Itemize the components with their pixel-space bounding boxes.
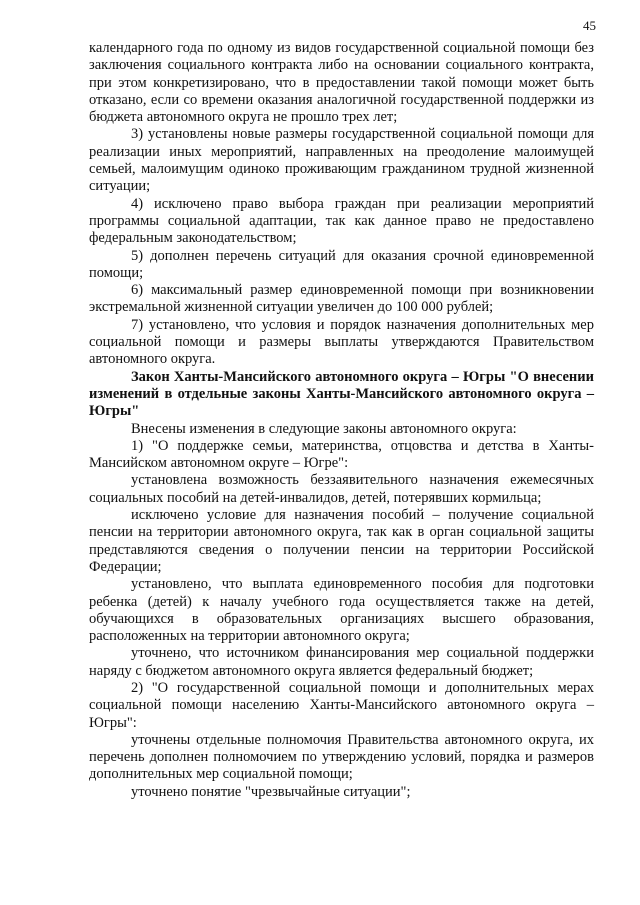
document-body [89, 40, 594, 801]
law-title: Закон Ханты-Мансийского автономного округа – Югры "О внесении изменений в отдельные законы Ханты-Мансийского автономного округа – Югры" [89, 368, 594, 420]
law-paragraph: установлена возможность беззаявительного назначения ежемесячных социальных пособий на детей-инвалидов, детей, потерявших кормильца; [89, 472, 594, 506]
list-item-5: 5) дополнен перечень ситуаций для оказания срочной единовременной помощи; [89, 247, 594, 281]
paragraph-continuation: календарного года по одному из видов государственной социальной помощи без заключения социального контракта либо на основании социального контракта, при этом конкретизировано, что в предоставлении такой помощи может быть отказано, если со времени оказания аналогичной государственной поддержки из бюджета автономного округа не прошло трех лет; [89, 40, 594, 126]
page-number: 45 [583, 18, 596, 33]
law-item-1: 1) "О поддержке семьи, материнства, отцовства и детства в Ханты-Мансийском автономном округе – Югре": [89, 437, 594, 472]
law-paragraph: Внесены изменения в следующие законы автономного округа: [131, 420, 517, 437]
list-item-4: 4) исключено право выбора граждан при реализации мероприятий программы социальной адаптации, так как данное право не предоставлено федеральным законодательством; [89, 195, 594, 247]
law-paragraph: установлено, что выплата единовременного пособия для подготовки ребенка (детей) к началу учебного года осуществляется также на детей, обучающихся в образовательных организациях высшего образования, расположенных на территории автономного округа; [89, 576, 594, 645]
list-item-6: 6) максимальный размер единовременной помощи при возникновении экстремальной жизненной ситуации увеличен до 100 000 рублей; [89, 282, 594, 316]
law-item-2: 2) "О государственной социальной помощи и дополнительных мерах социальной помощи населению Ханты-Мансийского автономного округа – Югры": [89, 679, 594, 731]
list-item-3: 3) установлены новые размеры государственной социальной помощи для реализации иных мероприятий, направленных на преодоление малоимущей семьей, малоимущим одиноко проживающим гражданином трудной жизненной ситуации; [89, 126, 594, 195]
law-paragraph: уточнено понятие "чрезвычайные ситуации"; [131, 783, 411, 800]
list-item-7: 7) установлено, что условия и порядок назначения дополнительных мер социальной помощи и размеры выплаты утверждаются Правительством автономного округа. [89, 316, 594, 368]
law-paragraph: уточнены отдельные полномочия Правительства автономного округа, их перечень дополнен полномочием по утверждению условий, порядка и размеров дополнительных мер социальной помощи; [89, 731, 594, 783]
law-paragraph: исключено условие для назначения пособий – получение социальной пенсии на территории автономного округа, так как в орган социальной защиты представляются сведения о получении пенсии на территории Российской Федерации; [89, 507, 594, 575]
law-paragraph: уточнено, что источником финансирования мер социальной поддержки наряду с бюджетом автономного округа является федеральный бюджет; [89, 645, 594, 679]
